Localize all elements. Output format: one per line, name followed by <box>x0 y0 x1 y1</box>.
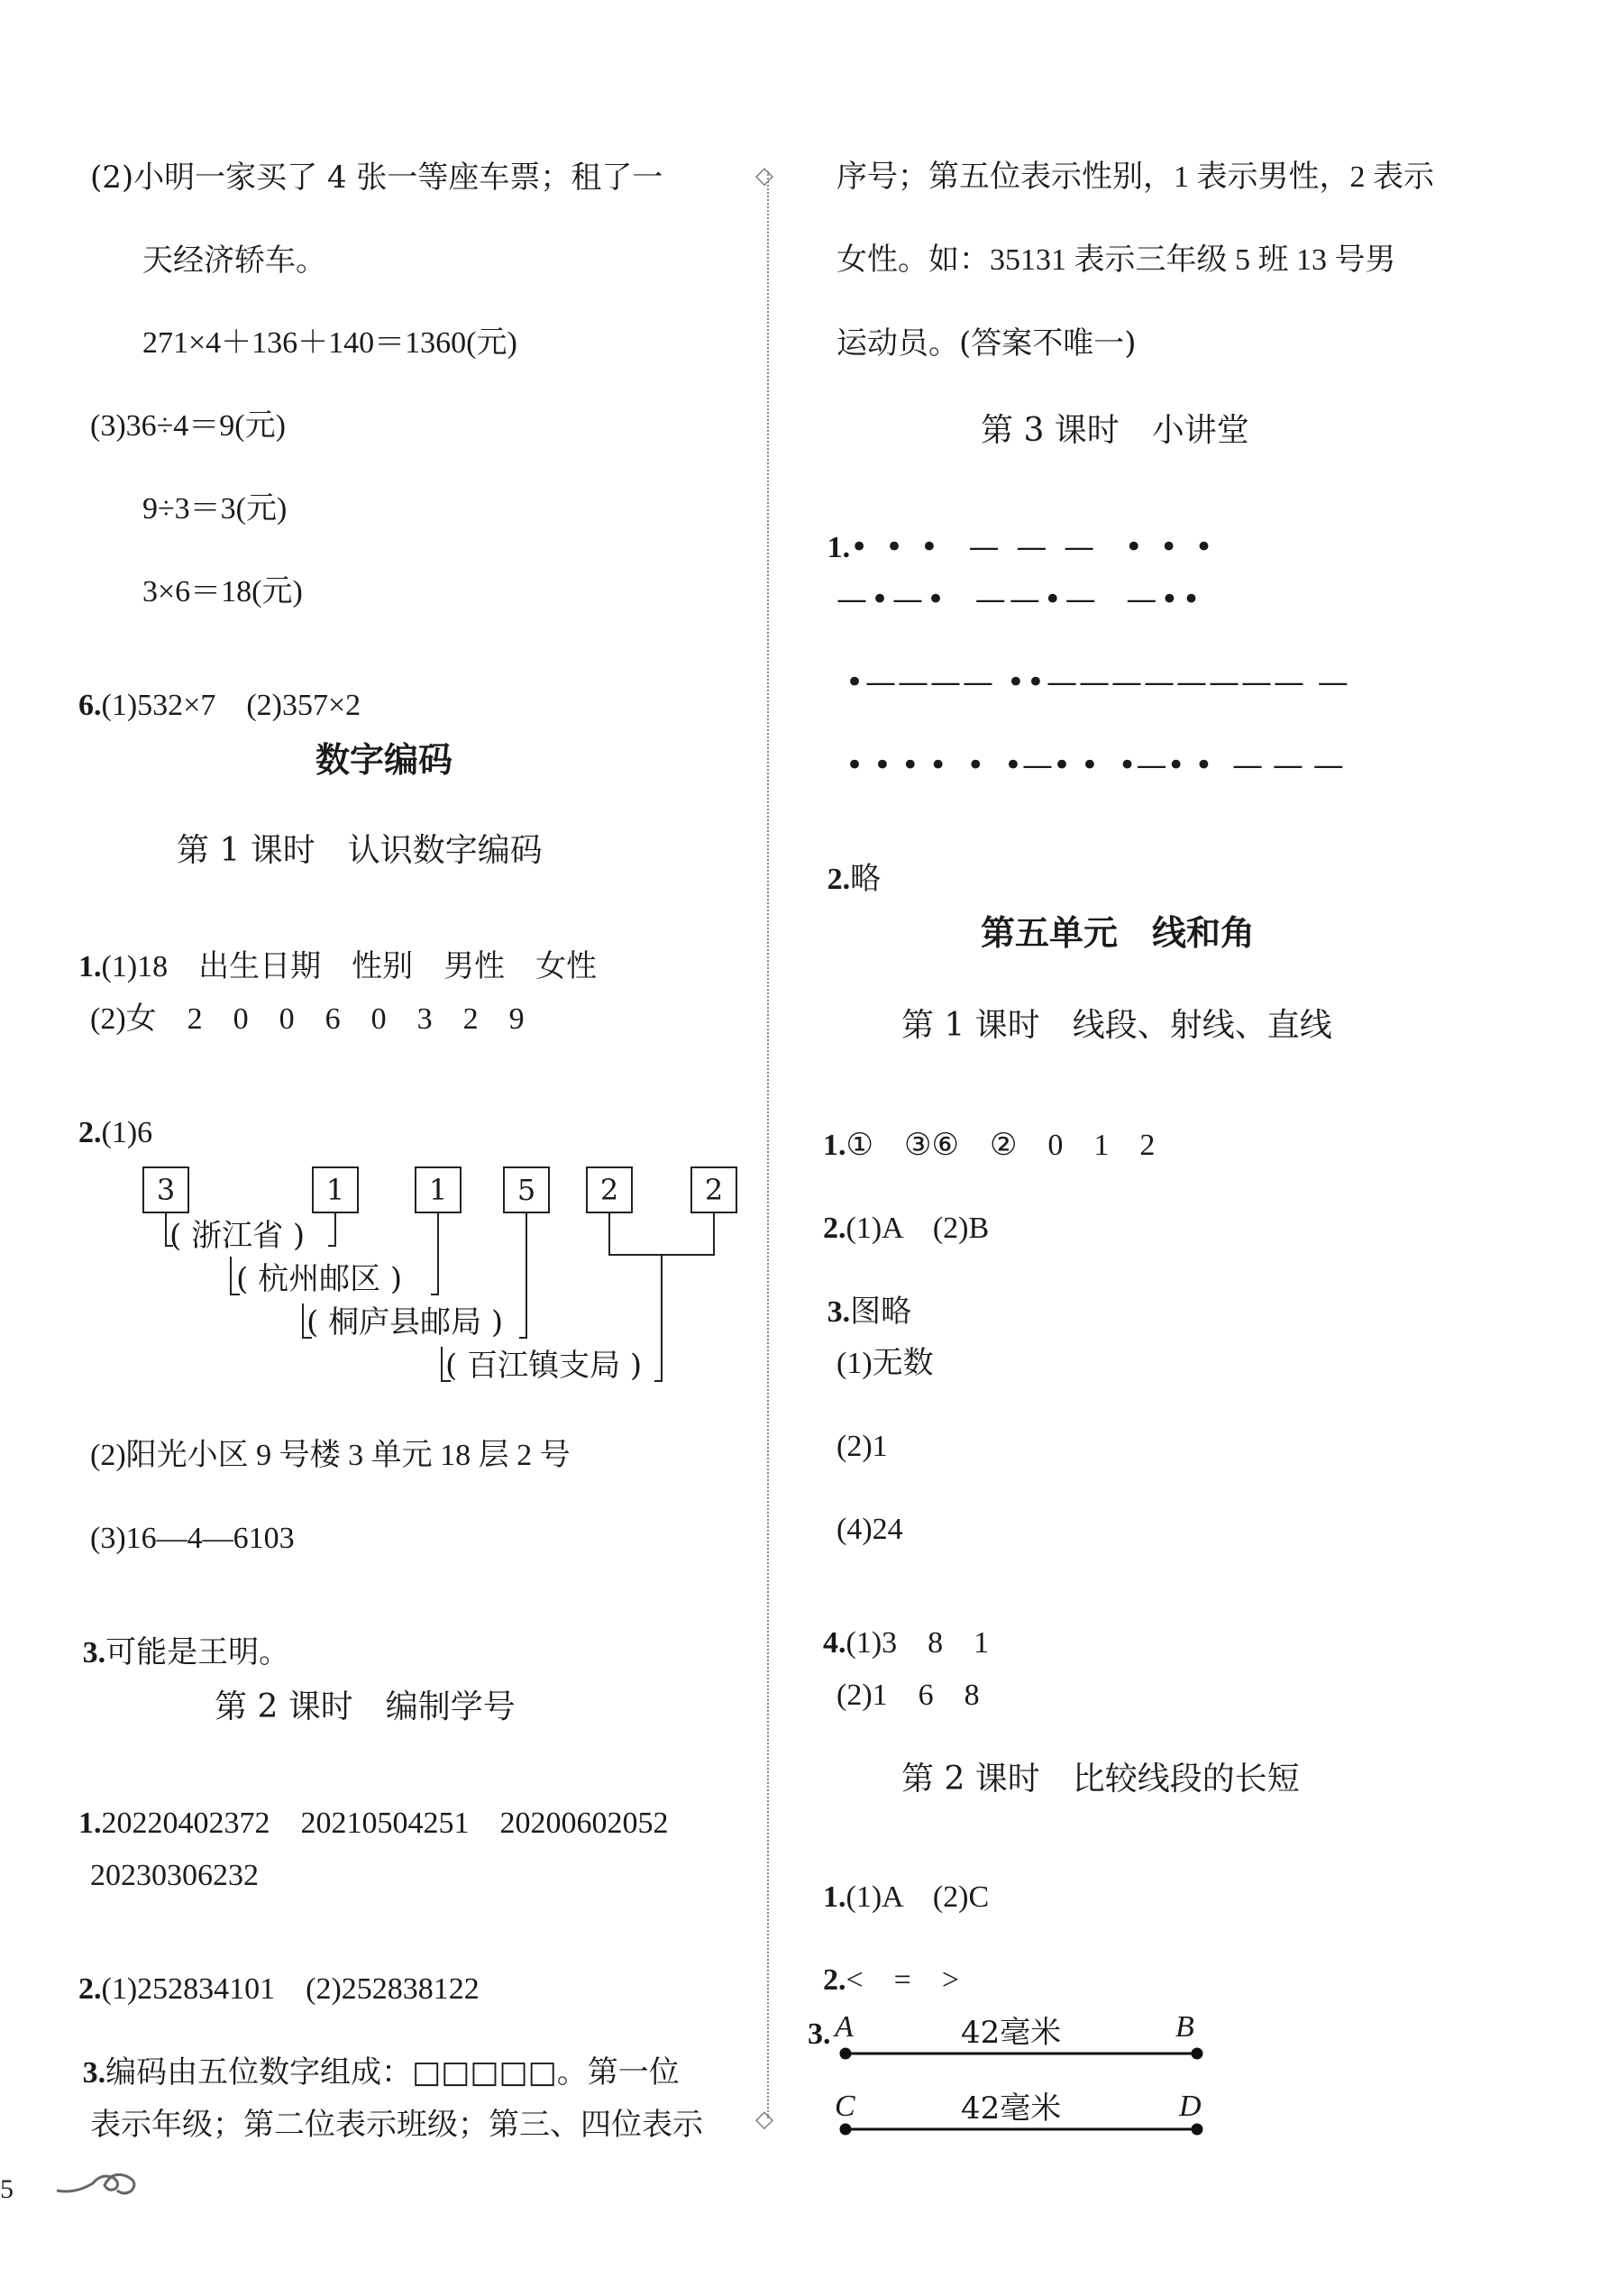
answer-line: 3×6＝18(元) <box>142 575 303 608</box>
diagram-label: ( 浙江省 ) <box>169 1218 306 1254</box>
column-divider <box>767 171 769 2118</box>
lesson2-question-2 <box>63 1944 480 2005</box>
lesson2-question-3 <box>63 2026 680 2089</box>
divider-ornament-icon: ◇ <box>755 162 773 189</box>
unit-title: 第五单元 线和角 <box>981 912 1256 953</box>
digit-box: 3 <box>142 1166 189 1213</box>
question-number: 1. <box>827 531 851 564</box>
answer-line: (2)1 6 8 <box>836 1679 980 1712</box>
segment-length-label: 42毫米 <box>961 2090 1062 2127</box>
question-number: 3. <box>82 2056 106 2090</box>
answer-line: (2)女 2 0 0 6 0 3 2 9 <box>90 1002 525 1036</box>
answer-text: 编码由五位数字组成：□□□□□。第一位 <box>105 2054 680 2090</box>
question-1 <box>63 921 597 983</box>
unit-question-4 <box>808 1597 989 1659</box>
question-number: 6. <box>78 689 102 722</box>
answer-line: (1)无数 <box>836 1347 934 1380</box>
answer-line: 271×4＋136＋140＝1360(元) <box>142 326 517 360</box>
question-number: 1. <box>823 1880 846 1914</box>
answer-line: 运动员。(答案不唯一) <box>836 325 1137 361</box>
question-number: 1. <box>78 1807 102 1840</box>
diagram-label: ( 杭州邮区 ) <box>236 1261 403 1297</box>
compare-question-1 <box>808 1852 989 1913</box>
morse-question-1 <box>808 501 1217 563</box>
answer-text: 图略 <box>850 1294 912 1330</box>
question-number: 2. <box>823 1963 846 1997</box>
unit-question-2 <box>808 1183 989 1244</box>
lesson-title: 第 3 课时 小讲堂 <box>981 412 1249 449</box>
answer-line: 表示年级；第二位表示班级；第三、四位表示 <box>90 2107 703 2143</box>
section-title: 数字编码 <box>315 739 453 780</box>
answer-text: (1)A (2)B <box>846 1212 990 1245</box>
segment-end-label: B <box>1175 2010 1194 2044</box>
diagram-label: ( 桐庐县邮局 ) <box>306 1304 504 1340</box>
answer-line: (3)36÷4＝9(元) <box>90 409 286 443</box>
unit-question-3 <box>808 1266 911 1328</box>
question-number: 1. <box>78 950 102 983</box>
answer-text: < = > <box>846 1963 960 1997</box>
lesson-title: 第 1 课时 认识数字编码 <box>177 832 543 869</box>
lesson2-question-1 <box>63 1778 669 1839</box>
question-6 <box>63 660 361 721</box>
line-segments <box>829 2028 1208 2173</box>
lesson-title: 第 2 课时 编制学号 <box>215 1688 516 1725</box>
segment-end-label: D <box>1179 2090 1202 2123</box>
morse-question-2 <box>808 833 881 895</box>
compare-question-2 <box>808 1935 959 1996</box>
digit-box: 2 <box>690 1166 737 1213</box>
answer-line: 天经济轿车。 <box>142 242 326 279</box>
question-number: 2. <box>823 1212 846 1245</box>
morse-code: • • • • • •—• • •—• • — — — <box>846 747 1344 783</box>
lesson-title: 第 2 课时 比较线段的长短 <box>901 1761 1300 1797</box>
page-number: 5 <box>0 2174 14 2204</box>
cloud-ornament-icon <box>52 2163 151 2200</box>
digit-box: 1 <box>415 1166 462 1213</box>
answer-line: 20230306232 <box>90 1859 259 1892</box>
question-2 <box>63 1087 152 1148</box>
answer-line: (2)阳光小区 9 号楼 3 单元 18 层 2 号 <box>90 1439 571 1472</box>
morse-code: —•—• ——•— —•• <box>836 581 1218 617</box>
digit-box: 1 <box>312 1166 359 1213</box>
question-number: 3. <box>82 1636 106 1669</box>
answer-line: (3)16—4—6103 <box>90 1522 295 1555</box>
digit-box: 2 <box>586 1166 633 1213</box>
answer-text: ① ③⑥ ② 0 1 2 <box>846 1129 1156 1162</box>
answer-line: 序号；第五位表示性别，1 表示男性，2 表示 <box>836 160 1434 194</box>
morse-code: •———— ••———————— — <box>846 664 1350 700</box>
unit-question-1 <box>808 1100 1155 1161</box>
divider-ornament-icon: ◇ <box>755 2106 773 2133</box>
answer-text: (1)6 <box>101 1116 153 1149</box>
answer-text: 略 <box>850 861 882 897</box>
question-number: 4. <box>823 1626 846 1660</box>
morse-code: • • • — — — • • • <box>850 529 1217 565</box>
lesson-title: 第 1 课时 线段、射线、直线 <box>901 1007 1332 1044</box>
answer-line: (2)1 <box>836 1430 888 1463</box>
segment-length-label: 42毫米 <box>961 2015 1062 2051</box>
digit-box: 5 <box>503 1166 550 1213</box>
diagram-connectors <box>0 1166 811 1401</box>
diagram-label: ( 百江镇支局 ) <box>445 1348 643 1384</box>
answer-text: (1)3 8 1 <box>846 1626 990 1660</box>
answer-text: (1)A (2)C <box>846 1880 990 1914</box>
answer-text: 20220402372 20210504251 20200602052 <box>101 1807 669 1840</box>
question-number: 2. <box>78 1116 102 1149</box>
answer-text: (1)532×7 (2)357×2 <box>101 689 361 722</box>
answer-line: (2)小明一家买了 4 张一等座车票；租了一 <box>90 160 663 196</box>
answer-line: 9÷3＝3(元) <box>142 492 288 526</box>
answer-text: (1)252834101 (2)252838122 <box>101 1972 480 2006</box>
question-number: 1. <box>823 1129 846 1162</box>
question-number: 2. <box>78 1972 102 2006</box>
answer-text: 可能是王明。 <box>105 1634 290 1670</box>
question-3 <box>63 1606 289 1669</box>
question-number: 3. <box>808 2017 831 2051</box>
question-number: 2. <box>827 863 851 896</box>
segment-start-label: C <box>835 2090 855 2123</box>
segment-start-label: A <box>835 2010 854 2044</box>
answer-text: (1)18 出生日期 性别 男性 女性 <box>101 950 598 983</box>
answer-line: 女性。如：35131 表示三年级 5 班 13 号男 <box>836 243 1396 277</box>
question-number: 3. <box>827 1295 851 1329</box>
answer-line: (4)24 <box>836 1513 903 1546</box>
